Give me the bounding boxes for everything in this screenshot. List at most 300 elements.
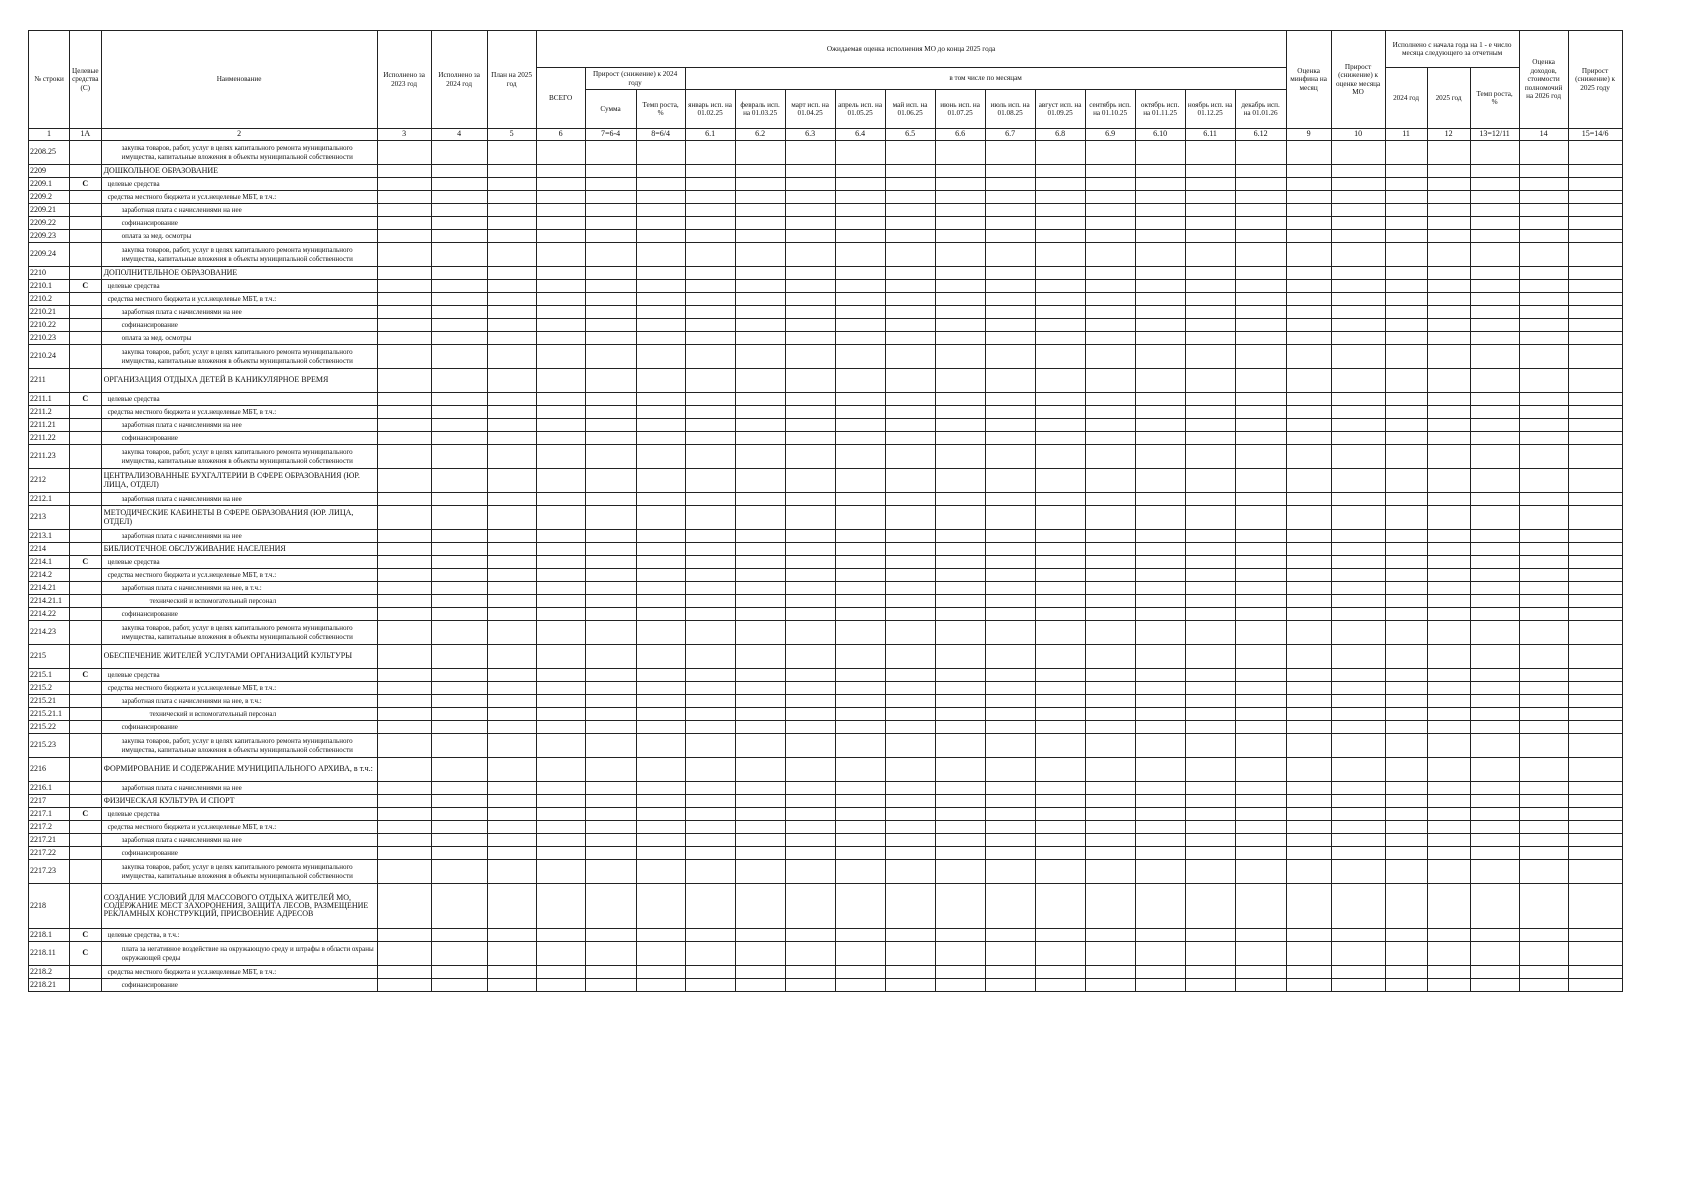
value-cell[interactable] bbox=[1519, 306, 1568, 319]
value-cell[interactable] bbox=[431, 306, 487, 319]
value-cell[interactable] bbox=[685, 821, 735, 834]
value-cell[interactable] bbox=[1470, 191, 1519, 204]
value-cell[interactable] bbox=[1331, 293, 1385, 306]
value-cell[interactable] bbox=[377, 795, 431, 808]
value-cell[interactable] bbox=[985, 445, 1035, 469]
value-cell[interactable] bbox=[1085, 419, 1135, 432]
value-cell[interactable] bbox=[885, 230, 935, 243]
value-cell[interactable] bbox=[377, 306, 431, 319]
value-cell[interactable] bbox=[1235, 293, 1286, 306]
value-cell[interactable] bbox=[935, 721, 985, 734]
value-cell[interactable] bbox=[487, 191, 536, 204]
value-cell[interactable] bbox=[1035, 682, 1085, 695]
value-cell[interactable] bbox=[1286, 306, 1331, 319]
value-cell[interactable] bbox=[1085, 884, 1135, 929]
value-cell[interactable] bbox=[1286, 243, 1331, 267]
value-cell[interactable] bbox=[536, 506, 585, 530]
value-cell[interactable] bbox=[1235, 621, 1286, 645]
value-cell[interactable] bbox=[835, 230, 885, 243]
value-cell[interactable] bbox=[536, 929, 585, 942]
value-cell[interactable] bbox=[536, 191, 585, 204]
value-cell[interactable] bbox=[1519, 758, 1568, 782]
value-cell[interactable] bbox=[377, 141, 431, 165]
value-cell[interactable] bbox=[1385, 929, 1427, 942]
value-cell[interactable] bbox=[1519, 280, 1568, 293]
value-cell[interactable] bbox=[536, 141, 585, 165]
value-cell[interactable] bbox=[377, 695, 431, 708]
value-cell[interactable] bbox=[585, 782, 636, 795]
value-cell[interactable] bbox=[685, 506, 735, 530]
value-cell[interactable] bbox=[636, 165, 685, 178]
value-cell[interactable] bbox=[1519, 734, 1568, 758]
value-cell[interactable] bbox=[1470, 280, 1519, 293]
value-cell[interactable] bbox=[1427, 669, 1470, 682]
value-cell[interactable] bbox=[1470, 808, 1519, 821]
value-cell[interactable] bbox=[636, 293, 685, 306]
value-cell[interactable] bbox=[1385, 319, 1427, 332]
value-cell[interactable] bbox=[487, 808, 536, 821]
value-cell[interactable] bbox=[1035, 979, 1085, 992]
value-cell[interactable] bbox=[785, 191, 835, 204]
value-cell[interactable] bbox=[1135, 191, 1185, 204]
value-cell[interactable] bbox=[785, 582, 835, 595]
value-cell[interactable] bbox=[1286, 834, 1331, 847]
value-cell[interactable] bbox=[1286, 758, 1331, 782]
value-cell[interactable] bbox=[431, 621, 487, 645]
value-cell[interactable] bbox=[1427, 979, 1470, 992]
value-cell[interactable] bbox=[431, 369, 487, 393]
value-cell[interactable] bbox=[785, 230, 835, 243]
value-cell[interactable] bbox=[1427, 808, 1470, 821]
value-cell[interactable] bbox=[1427, 165, 1470, 178]
value-cell[interactable] bbox=[1470, 966, 1519, 979]
value-cell[interactable] bbox=[1135, 595, 1185, 608]
value-cell[interactable] bbox=[536, 445, 585, 469]
value-cell[interactable] bbox=[377, 782, 431, 795]
value-cell[interactable] bbox=[1035, 929, 1085, 942]
value-cell[interactable] bbox=[1185, 445, 1235, 469]
value-cell[interactable] bbox=[1470, 682, 1519, 695]
value-cell[interactable] bbox=[487, 243, 536, 267]
value-cell[interactable] bbox=[487, 695, 536, 708]
value-cell[interactable] bbox=[1568, 721, 1622, 734]
value-cell[interactable] bbox=[1427, 795, 1470, 808]
value-cell[interactable] bbox=[487, 645, 536, 669]
value-cell[interactable] bbox=[377, 669, 431, 682]
value-cell[interactable] bbox=[785, 682, 835, 695]
value-cell[interactable] bbox=[935, 582, 985, 595]
value-cell[interactable] bbox=[1286, 942, 1331, 966]
value-cell[interactable] bbox=[1470, 243, 1519, 267]
value-cell[interactable] bbox=[1035, 782, 1085, 795]
value-cell[interactable] bbox=[585, 708, 636, 721]
value-cell[interactable] bbox=[685, 191, 735, 204]
value-cell[interactable] bbox=[377, 884, 431, 929]
value-cell[interactable] bbox=[735, 530, 785, 543]
value-cell[interactable] bbox=[636, 595, 685, 608]
value-cell[interactable] bbox=[487, 847, 536, 860]
value-cell[interactable] bbox=[1385, 669, 1427, 682]
value-cell[interactable] bbox=[585, 332, 636, 345]
value-cell[interactable] bbox=[1235, 319, 1286, 332]
value-cell[interactable] bbox=[377, 469, 431, 493]
value-cell[interactable] bbox=[1427, 682, 1470, 695]
value-cell[interactable] bbox=[935, 267, 985, 280]
value-cell[interactable] bbox=[1331, 267, 1385, 280]
value-cell[interactable] bbox=[431, 884, 487, 929]
value-cell[interactable] bbox=[935, 847, 985, 860]
value-cell[interactable] bbox=[985, 204, 1035, 217]
value-cell[interactable] bbox=[1519, 782, 1568, 795]
value-cell[interactable] bbox=[1135, 506, 1185, 530]
value-cell[interactable] bbox=[1286, 191, 1331, 204]
value-cell[interactable] bbox=[1427, 966, 1470, 979]
value-cell[interactable] bbox=[1135, 293, 1185, 306]
value-cell[interactable] bbox=[536, 669, 585, 682]
value-cell[interactable] bbox=[1035, 230, 1085, 243]
value-cell[interactable] bbox=[1135, 929, 1185, 942]
value-cell[interactable] bbox=[636, 556, 685, 569]
value-cell[interactable] bbox=[685, 795, 735, 808]
value-cell[interactable] bbox=[1470, 821, 1519, 834]
value-cell[interactable] bbox=[1427, 332, 1470, 345]
value-cell[interactable] bbox=[785, 942, 835, 966]
value-cell[interactable] bbox=[1286, 445, 1331, 469]
value-cell[interactable] bbox=[585, 293, 636, 306]
value-cell[interactable] bbox=[1568, 595, 1622, 608]
value-cell[interactable] bbox=[785, 782, 835, 795]
value-cell[interactable] bbox=[1135, 306, 1185, 319]
value-cell[interactable] bbox=[431, 345, 487, 369]
value-cell[interactable] bbox=[1135, 445, 1185, 469]
value-cell[interactable] bbox=[1568, 319, 1622, 332]
value-cell[interactable] bbox=[1331, 369, 1385, 393]
value-cell[interactable] bbox=[1470, 204, 1519, 217]
value-cell[interactable] bbox=[985, 165, 1035, 178]
value-cell[interactable] bbox=[536, 795, 585, 808]
value-cell[interactable] bbox=[785, 621, 835, 645]
value-cell[interactable] bbox=[377, 979, 431, 992]
value-cell[interactable] bbox=[735, 543, 785, 556]
value-cell[interactable] bbox=[1185, 621, 1235, 645]
value-cell[interactable] bbox=[835, 406, 885, 419]
value-cell[interactable] bbox=[487, 966, 536, 979]
value-cell[interactable] bbox=[885, 884, 935, 929]
value-cell[interactable] bbox=[1135, 734, 1185, 758]
value-cell[interactable] bbox=[1470, 445, 1519, 469]
value-cell[interactable] bbox=[536, 230, 585, 243]
value-cell[interactable] bbox=[1385, 556, 1427, 569]
value-cell[interactable] bbox=[685, 942, 735, 966]
value-cell[interactable] bbox=[935, 243, 985, 267]
value-cell[interactable] bbox=[431, 217, 487, 230]
value-cell[interactable] bbox=[985, 530, 1035, 543]
value-cell[interactable] bbox=[636, 782, 685, 795]
value-cell[interactable] bbox=[735, 595, 785, 608]
value-cell[interactable] bbox=[785, 419, 835, 432]
value-cell[interactable] bbox=[1470, 369, 1519, 393]
value-cell[interactable] bbox=[1331, 243, 1385, 267]
value-cell[interactable] bbox=[377, 621, 431, 645]
value-cell[interactable] bbox=[1427, 191, 1470, 204]
value-cell[interactable] bbox=[585, 929, 636, 942]
value-cell[interactable] bbox=[1519, 569, 1568, 582]
value-cell[interactable] bbox=[1331, 721, 1385, 734]
value-cell[interactable] bbox=[431, 569, 487, 582]
value-cell[interactable] bbox=[935, 369, 985, 393]
value-cell[interactable] bbox=[885, 721, 935, 734]
value-cell[interactable] bbox=[487, 393, 536, 406]
value-cell[interactable] bbox=[835, 345, 885, 369]
value-cell[interactable] bbox=[1519, 230, 1568, 243]
value-cell[interactable] bbox=[636, 645, 685, 669]
value-cell[interactable] bbox=[735, 217, 785, 230]
value-cell[interactable] bbox=[685, 621, 735, 645]
value-cell[interactable] bbox=[1331, 178, 1385, 191]
value-cell[interactable] bbox=[735, 608, 785, 621]
value-cell[interactable] bbox=[735, 582, 785, 595]
value-cell[interactable] bbox=[1035, 556, 1085, 569]
value-cell[interactable] bbox=[1568, 230, 1622, 243]
value-cell[interactable] bbox=[1568, 860, 1622, 884]
value-cell[interactable] bbox=[377, 406, 431, 419]
value-cell[interactable] bbox=[685, 543, 735, 556]
value-cell[interactable] bbox=[585, 165, 636, 178]
value-cell[interactable] bbox=[1427, 230, 1470, 243]
value-cell[interactable] bbox=[835, 669, 885, 682]
value-cell[interactable] bbox=[1085, 432, 1135, 445]
value-cell[interactable] bbox=[487, 141, 536, 165]
value-cell[interactable] bbox=[431, 782, 487, 795]
value-cell[interactable] bbox=[1568, 280, 1622, 293]
value-cell[interactable] bbox=[885, 165, 935, 178]
value-cell[interactable] bbox=[1385, 942, 1427, 966]
value-cell[interactable] bbox=[377, 847, 431, 860]
value-cell[interactable] bbox=[1331, 469, 1385, 493]
value-cell[interactable] bbox=[487, 929, 536, 942]
value-cell[interactable] bbox=[1235, 821, 1286, 834]
value-cell[interactable] bbox=[835, 860, 885, 884]
value-cell[interactable] bbox=[1470, 319, 1519, 332]
value-cell[interactable] bbox=[935, 645, 985, 669]
value-cell[interactable] bbox=[1135, 834, 1185, 847]
value-cell[interactable] bbox=[885, 808, 935, 821]
value-cell[interactable] bbox=[885, 345, 935, 369]
value-cell[interactable] bbox=[431, 645, 487, 669]
value-cell[interactable] bbox=[487, 178, 536, 191]
value-cell[interactable] bbox=[536, 393, 585, 406]
value-cell[interactable] bbox=[1427, 319, 1470, 332]
value-cell[interactable] bbox=[431, 582, 487, 595]
value-cell[interactable] bbox=[1035, 569, 1085, 582]
value-cell[interactable] bbox=[636, 543, 685, 556]
value-cell[interactable] bbox=[1568, 419, 1622, 432]
value-cell[interactable] bbox=[1235, 979, 1286, 992]
value-cell[interactable] bbox=[636, 669, 685, 682]
value-cell[interactable] bbox=[685, 929, 735, 942]
value-cell[interactable] bbox=[1135, 319, 1185, 332]
value-cell[interactable] bbox=[785, 669, 835, 682]
value-cell[interactable] bbox=[487, 582, 536, 595]
value-cell[interactable] bbox=[1235, 280, 1286, 293]
value-cell[interactable] bbox=[885, 942, 935, 966]
value-cell[interactable] bbox=[1085, 530, 1135, 543]
value-cell[interactable] bbox=[487, 556, 536, 569]
value-cell[interactable] bbox=[487, 280, 536, 293]
value-cell[interactable] bbox=[685, 782, 735, 795]
value-cell[interactable] bbox=[1085, 191, 1135, 204]
value-cell[interactable] bbox=[985, 979, 1035, 992]
value-cell[interactable] bbox=[1235, 506, 1286, 530]
value-cell[interactable] bbox=[487, 445, 536, 469]
value-cell[interactable] bbox=[685, 369, 735, 393]
value-cell[interactable] bbox=[1185, 493, 1235, 506]
value-cell[interactable] bbox=[835, 530, 885, 543]
value-cell[interactable] bbox=[1185, 734, 1235, 758]
value-cell[interactable] bbox=[431, 942, 487, 966]
value-cell[interactable] bbox=[377, 217, 431, 230]
value-cell[interactable] bbox=[735, 306, 785, 319]
value-cell[interactable] bbox=[1135, 178, 1185, 191]
value-cell[interactable] bbox=[1235, 758, 1286, 782]
value-cell[interactable] bbox=[1568, 682, 1622, 695]
value-cell[interactable] bbox=[1568, 645, 1622, 669]
value-cell[interactable] bbox=[377, 582, 431, 595]
value-cell[interactable] bbox=[536, 645, 585, 669]
value-cell[interactable] bbox=[885, 682, 935, 695]
value-cell[interactable] bbox=[1331, 808, 1385, 821]
value-cell[interactable] bbox=[1470, 860, 1519, 884]
value-cell[interactable] bbox=[985, 432, 1035, 445]
value-cell[interactable] bbox=[487, 669, 536, 682]
value-cell[interactable] bbox=[636, 267, 685, 280]
value-cell[interactable] bbox=[1135, 721, 1185, 734]
value-cell[interactable] bbox=[1385, 204, 1427, 217]
value-cell[interactable] bbox=[1568, 569, 1622, 582]
value-cell[interactable] bbox=[1286, 419, 1331, 432]
value-cell[interactable] bbox=[431, 319, 487, 332]
value-cell[interactable] bbox=[585, 419, 636, 432]
value-cell[interactable] bbox=[1331, 595, 1385, 608]
value-cell[interactable] bbox=[1286, 808, 1331, 821]
value-cell[interactable] bbox=[431, 556, 487, 569]
value-cell[interactable] bbox=[636, 695, 685, 708]
value-cell[interactable] bbox=[1286, 695, 1331, 708]
value-cell[interactable] bbox=[1235, 306, 1286, 319]
value-cell[interactable] bbox=[1470, 929, 1519, 942]
value-cell[interactable] bbox=[1035, 345, 1085, 369]
value-cell[interactable] bbox=[431, 506, 487, 530]
value-cell[interactable] bbox=[377, 543, 431, 556]
value-cell[interactable] bbox=[1135, 243, 1185, 267]
value-cell[interactable] bbox=[585, 608, 636, 621]
value-cell[interactable] bbox=[1035, 708, 1085, 721]
value-cell[interactable] bbox=[431, 445, 487, 469]
value-cell[interactable] bbox=[1185, 419, 1235, 432]
value-cell[interactable] bbox=[431, 721, 487, 734]
value-cell[interactable] bbox=[935, 332, 985, 345]
value-cell[interactable] bbox=[431, 808, 487, 821]
value-cell[interactable] bbox=[985, 419, 1035, 432]
value-cell[interactable] bbox=[1035, 267, 1085, 280]
value-cell[interactable] bbox=[1470, 621, 1519, 645]
value-cell[interactable] bbox=[431, 543, 487, 556]
value-cell[interactable] bbox=[1385, 966, 1427, 979]
value-cell[interactable] bbox=[1235, 734, 1286, 758]
value-cell[interactable] bbox=[1135, 267, 1185, 280]
value-cell[interactable] bbox=[735, 569, 785, 582]
value-cell[interactable] bbox=[935, 942, 985, 966]
value-cell[interactable] bbox=[377, 645, 431, 669]
value-cell[interactable] bbox=[1427, 406, 1470, 419]
value-cell[interactable] bbox=[735, 795, 785, 808]
value-cell[interactable] bbox=[585, 795, 636, 808]
value-cell[interactable] bbox=[985, 795, 1035, 808]
value-cell[interactable] bbox=[1185, 393, 1235, 406]
value-cell[interactable] bbox=[1035, 432, 1085, 445]
value-cell[interactable] bbox=[1470, 306, 1519, 319]
value-cell[interactable] bbox=[585, 621, 636, 645]
value-cell[interactable] bbox=[1135, 217, 1185, 230]
value-cell[interactable] bbox=[935, 469, 985, 493]
value-cell[interactable] bbox=[1235, 929, 1286, 942]
value-cell[interactable] bbox=[1185, 280, 1235, 293]
value-cell[interactable] bbox=[1035, 530, 1085, 543]
value-cell[interactable] bbox=[536, 178, 585, 191]
value-cell[interactable] bbox=[536, 595, 585, 608]
value-cell[interactable] bbox=[431, 267, 487, 280]
value-cell[interactable] bbox=[1385, 243, 1427, 267]
value-cell[interactable] bbox=[935, 432, 985, 445]
value-cell[interactable] bbox=[735, 493, 785, 506]
value-cell[interactable] bbox=[1286, 795, 1331, 808]
value-cell[interactable] bbox=[536, 406, 585, 419]
value-cell[interactable] bbox=[735, 419, 785, 432]
value-cell[interactable] bbox=[1035, 293, 1085, 306]
value-cell[interactable] bbox=[1135, 419, 1185, 432]
value-cell[interactable] bbox=[1385, 682, 1427, 695]
value-cell[interactable] bbox=[487, 758, 536, 782]
value-cell[interactable] bbox=[1135, 979, 1185, 992]
value-cell[interactable] bbox=[935, 808, 985, 821]
value-cell[interactable] bbox=[1385, 345, 1427, 369]
value-cell[interactable] bbox=[1085, 406, 1135, 419]
value-cell[interactable] bbox=[431, 165, 487, 178]
value-cell[interactable] bbox=[431, 178, 487, 191]
value-cell[interactable] bbox=[1035, 608, 1085, 621]
value-cell[interactable] bbox=[685, 808, 735, 821]
value-cell[interactable] bbox=[835, 191, 885, 204]
value-cell[interactable] bbox=[1286, 406, 1331, 419]
value-cell[interactable] bbox=[1519, 204, 1568, 217]
value-cell[interactable] bbox=[885, 406, 935, 419]
value-cell[interactable] bbox=[985, 695, 1035, 708]
value-cell[interactable] bbox=[1235, 469, 1286, 493]
value-cell[interactable] bbox=[985, 721, 1035, 734]
value-cell[interactable] bbox=[1085, 758, 1135, 782]
value-cell[interactable] bbox=[1470, 267, 1519, 280]
value-cell[interactable] bbox=[1185, 669, 1235, 682]
value-cell[interactable] bbox=[985, 708, 1035, 721]
value-cell[interactable] bbox=[1085, 721, 1135, 734]
value-cell[interactable] bbox=[935, 834, 985, 847]
value-cell[interactable] bbox=[985, 595, 1035, 608]
value-cell[interactable] bbox=[487, 267, 536, 280]
value-cell[interactable] bbox=[1235, 230, 1286, 243]
value-cell[interactable] bbox=[1035, 469, 1085, 493]
value-cell[interactable] bbox=[536, 293, 585, 306]
value-cell[interactable] bbox=[1286, 178, 1331, 191]
